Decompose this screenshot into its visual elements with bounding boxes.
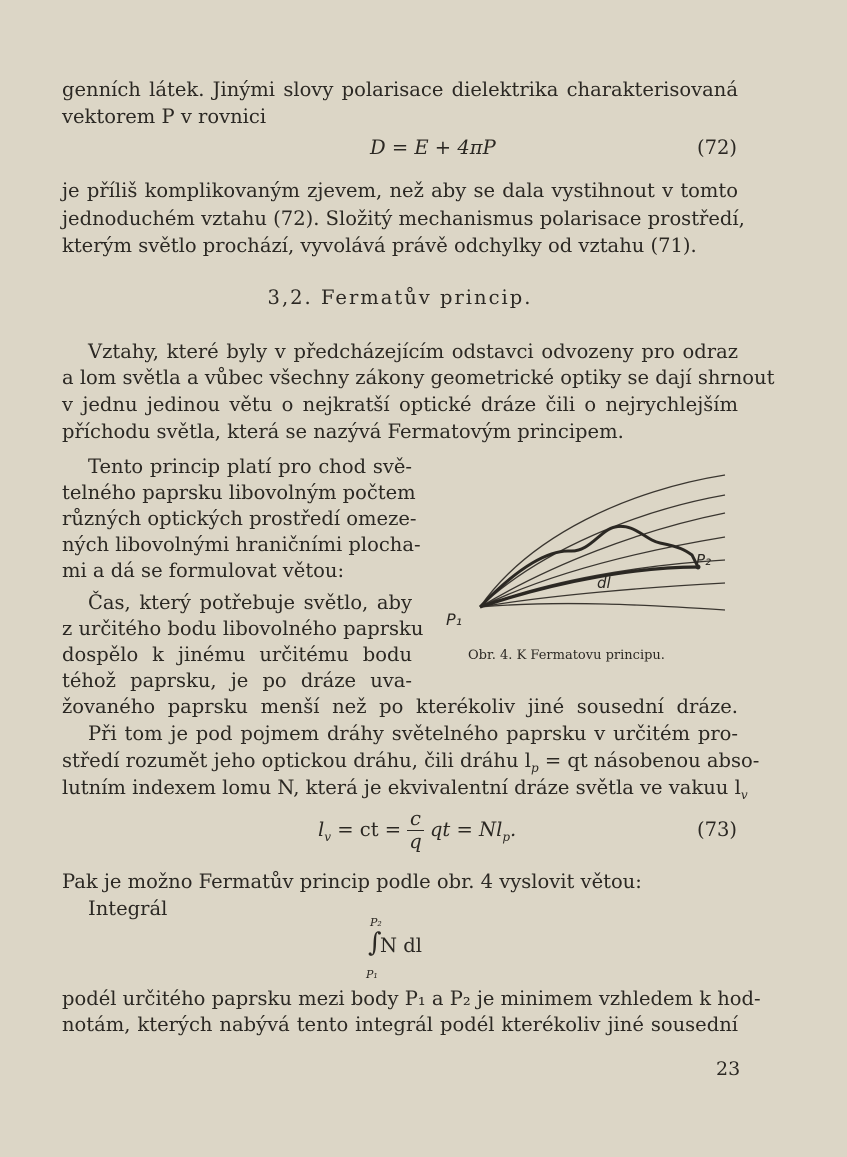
fermat-figure [440, 455, 740, 645]
text-line: podél určitého paprsku mezi body P₁ a P₂ je minimem vzhledem k hod- [62, 987, 761, 1010]
text-line [62, 774, 748, 809]
equation-72: D = E + 4πP [370, 136, 496, 159]
fraction [407, 808, 423, 853]
text-line: téhož paprsku, je po dráze uva- [62, 669, 412, 692]
text-line: v jednu jedinou větu o nejkratší optické dráze čili o nejrychlejším [62, 393, 738, 416]
equation-73 [318, 808, 516, 853]
label-p2: P₂ [696, 551, 712, 569]
text-line: je příliš komplikovaným zjevem, než aby se dala vystihnout v tomto [62, 179, 738, 202]
text-line: vektorem P v rovnici [62, 105, 267, 128]
integral-upper-limit: P₂ [370, 916, 382, 929]
integral-lower-limit: P₁ [366, 968, 378, 981]
text-line: různých optických prostředí omeze- [62, 507, 417, 530]
eq-part: qt = Nl [423, 818, 503, 841]
subscript: p [502, 829, 510, 844]
integral-expression [358, 916, 438, 986]
ray-curve [480, 604, 725, 610]
eq-part: . [510, 818, 517, 841]
text-line: Pak je možno Fermatův princip podle obr. 4 vyslovit větou: [62, 870, 642, 893]
text-line: příchodu světla, která se nazývá Fermatovým principem. [62, 420, 624, 443]
integrand: N dl [380, 934, 422, 957]
page-number: 23 [716, 1058, 741, 1080]
subscript: v [740, 787, 748, 802]
text-line: ných libovolnými hraničními plocha- [62, 533, 421, 556]
subscript: v [324, 829, 332, 844]
label-p1: P₁ [446, 610, 463, 629]
eq-part: l [318, 818, 325, 841]
text-line: Při tom je pod pojmem dráhy světelného paprsku v určitém pro- [88, 722, 738, 745]
text-line: dospělo k jinému určitému bodu [62, 643, 412, 666]
eq-part: = ct = [331, 818, 408, 841]
text-line: z určitého bodu libovolného paprsku [62, 617, 424, 640]
text-span: lutním indexem lomu N, která je ekvivalentní dráze světla ve vakuu l [62, 776, 741, 799]
text-line: Vztahy, které byly v předcházejícím odstavci odvozeny pro odraz [88, 340, 738, 363]
text-line: notám, kterých nabývá tento integrál podél kterékoliv jiné sousední [62, 1013, 738, 1036]
integral-sign: ∫ [368, 928, 382, 958]
label-dl: dl [597, 574, 611, 592]
text-line: Tento princip platí pro chod svě- [88, 455, 412, 478]
text-line: a lom světla a vůbec všechny zákony geometrické optiky se dají shrnout [62, 366, 775, 389]
fraction-numerator: c [407, 808, 423, 831]
text-line: kterým světlo prochází, vyvolává právě odchylky od vztahu (71). [62, 234, 697, 257]
text-line: Čas, který potřebuje světlo, aby [88, 591, 412, 614]
text-line: žovaného paprsku menší než po kterékoliv jiné sousední dráze. [62, 695, 738, 718]
figure-caption: Obr. 4. K Fermatovu principu. [468, 648, 665, 663]
fraction-denominator: q [409, 830, 422, 853]
ray-curve [480, 513, 725, 607]
text-line: Integrál [88, 897, 168, 920]
equation-number: (72) [696, 136, 737, 159]
text-line: genních látek. Jinými slovy polarisace dielektrika charakterisovaná [62, 78, 738, 101]
text-line: jednoduchém vztahu (72). Složitý mechanismus polarisace prostředí, [62, 207, 745, 230]
text-span: středí rozumět jeho optickou dráhu, čili dráhu l [62, 749, 531, 772]
text-line: mi a dá se formulovat větou: [62, 559, 345, 582]
text-span: = qt násobenou abso- [538, 749, 760, 772]
text-line: telného paprsku libovolným počtem [62, 481, 416, 504]
section-heading: 3,2. Fermatův princip. [267, 286, 533, 309]
subscript: p [530, 760, 539, 775]
equation-number: (73) [696, 818, 737, 841]
